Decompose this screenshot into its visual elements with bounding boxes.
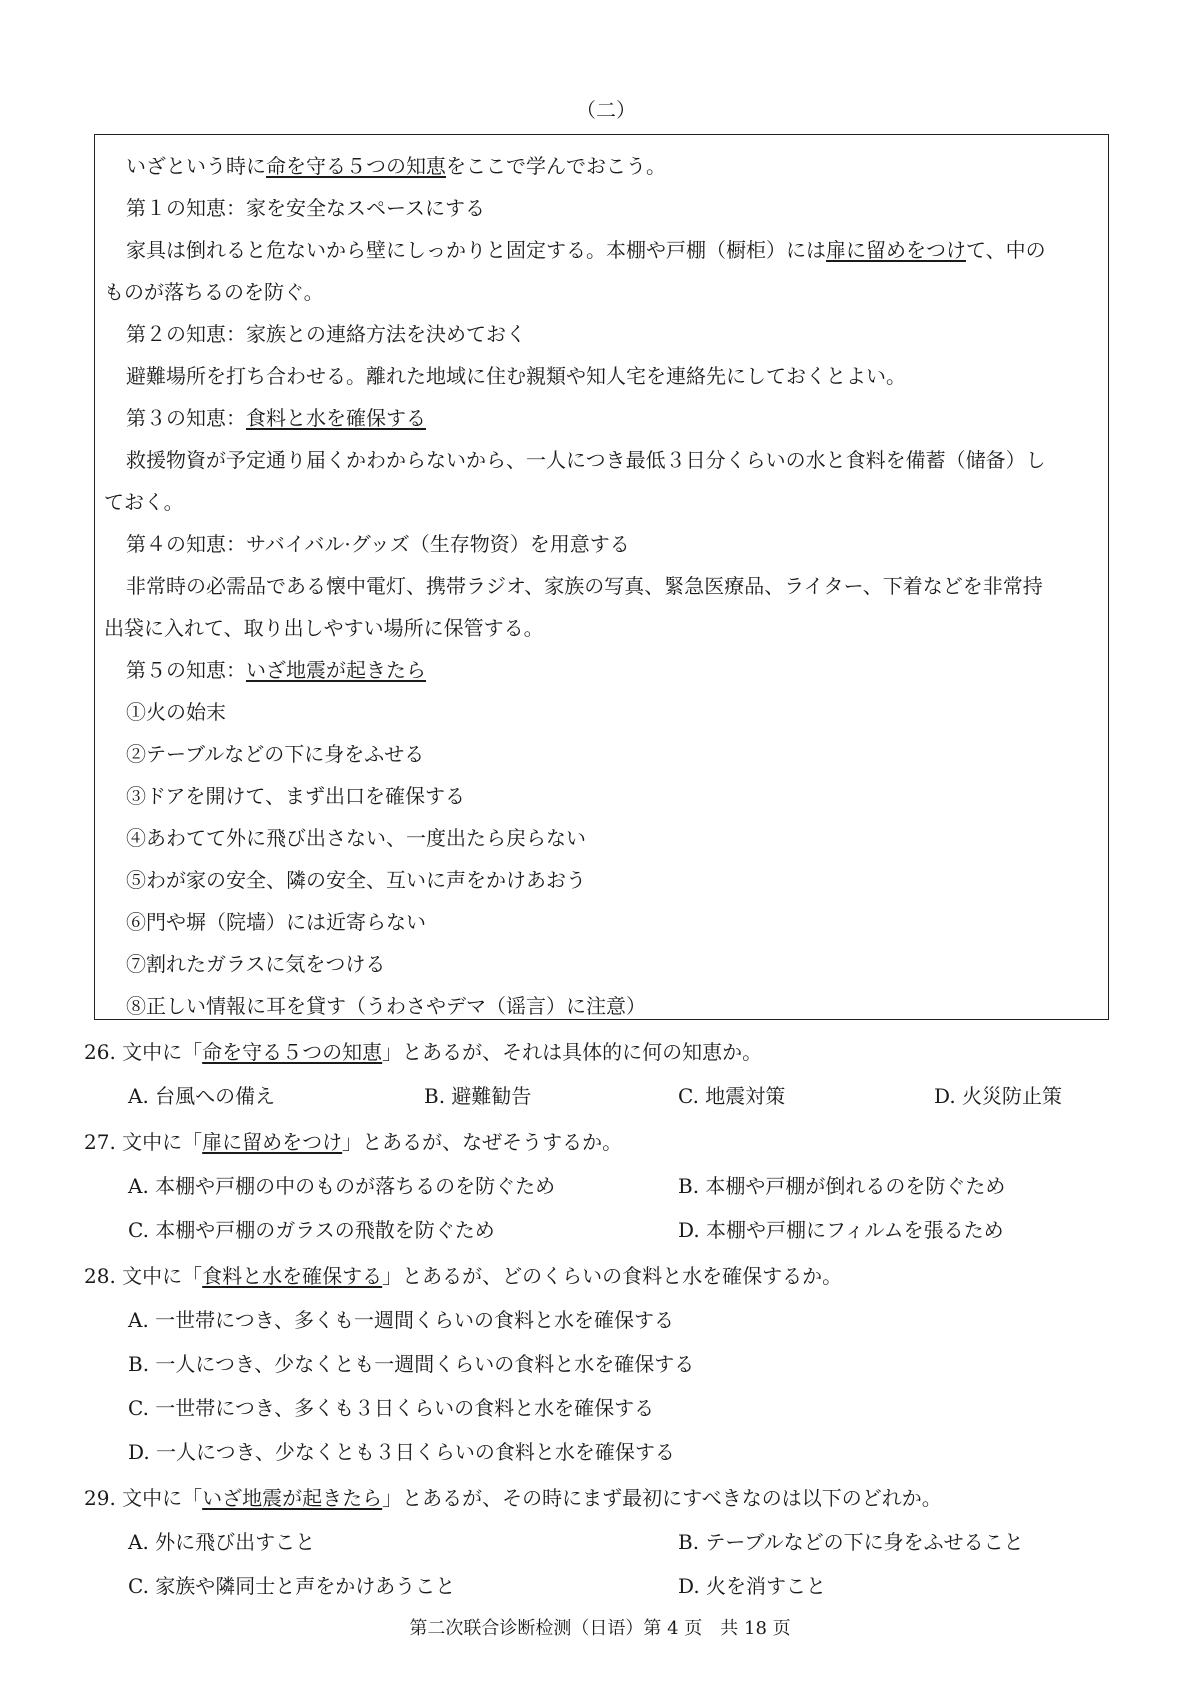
- wisdom-4-heading: 第４の知恵：サバイバル·グッズ（生存物资）を用意する: [126, 532, 630, 556]
- page-footer: 第二次联合诊断检测（日语）第 4 页 共 18 页: [409, 1618, 791, 1639]
- question-26: 26. 文中に「命を守る５つの知恵」とあるが、それは具体的に何の知恵か。: [84, 1040, 763, 1064]
- earthquake-step-6: ⑥門や塀（院墙）には近寄らない: [126, 910, 426, 934]
- q27-option-a: A. 本棚や戸棚の中のものが落ちるのを防ぐため: [128, 1174, 556, 1198]
- earthquake-step-2: ②テーブルなどの下に身をふせる: [126, 742, 425, 766]
- q29-option-a: A. 外に飛び出すこと: [128, 1530, 316, 1554]
- wisdom-2-body: 避難場所を打ち合わせる。離れた地域に住む親類や知人宅を連絡先にしておくとよい。: [126, 364, 906, 388]
- wisdom-4-body-cont: 出袋に入れて、取り出しやすい場所に保管する。: [104, 616, 544, 640]
- wisdom-3-body: 救援物資が予定通り届くかわからないから、一人につき最低３日分くらいの水と食料を備蓄（储备）し: [126, 448, 1046, 472]
- earthquake-step-1: ①火の始末: [126, 700, 226, 724]
- wisdom-1-heading: 第１の知恵：家を安全なスペースにする: [126, 196, 485, 220]
- earthquake-step-7: ⑦割れたガラスに気をつける: [126, 952, 386, 976]
- q28-option-a: A. 一世帯につき、多くも一週間くらいの食料と水を確保する: [128, 1308, 674, 1332]
- q29-option-b: B. テーブルなどの下に身をふせること: [678, 1530, 1024, 1554]
- earthquake-step-8: ⑧正しい情報に耳を貸す（うわさやデマ（谣言）に注意）: [126, 994, 646, 1018]
- q27-option-c: C. 本棚や戸棚のガラスの飛散を防ぐため: [128, 1218, 495, 1242]
- q27-option-b: B. 本棚や戸棚が倒れるのを防ぐため: [678, 1174, 1006, 1198]
- q28-option-d: D. 一人につき、少なくとも３日くらいの食料と水を確保する: [128, 1440, 675, 1464]
- q29-option-d: D. 火を消すこと: [678, 1574, 827, 1598]
- underlined-phrase-door-latch: 扉に留めをつけ: [826, 238, 966, 262]
- wisdom-2-heading: 第２の知恵：家族との連絡方法を決めておく: [126, 322, 526, 346]
- q26-option-b: B. 避難勧告: [424, 1084, 532, 1108]
- underlined-phrase-five-wisdoms: 命を守る５つの知恵: [266, 154, 446, 178]
- wisdom-1-body: 家具は倒れると危ないから壁にしっかりと固定する。本棚や戸棚（橱柜）には扉に留めをつけて、中の: [126, 238, 1046, 262]
- wisdom-3-heading: 第３の知恵：食料と水を確保する: [126, 406, 426, 430]
- q26-option-c: C. 地震対策: [678, 1084, 786, 1108]
- question-28: 28. 文中に「食料と水を確保する」とあるが、どのくらいの食料と水を確保するか。: [84, 1264, 843, 1288]
- section-title: （二）: [576, 98, 636, 122]
- earthquake-step-3: ③ドアを開けて、まず出口を確保する: [126, 784, 465, 808]
- underlined-phrase-earthquake: いざ地震が起きたら: [246, 658, 426, 682]
- wisdom-3-body-cont: ておく。: [104, 490, 184, 514]
- wisdom-4-body: 非常時の必需品である懐中電灯、携帯ラジオ、家族の写真、緊急医療品、ライター、下着などを非常持: [126, 574, 1043, 598]
- underlined-phrase-food-water: 食料と水を確保する: [246, 406, 426, 430]
- wisdom-5-heading: 第５の知恵：いざ地震が起きたら: [126, 658, 426, 682]
- q29-option-c: C. 家族や隣同士と声をかけあうこと: [128, 1574, 456, 1598]
- question-27: 27. 文中に「扉に留めをつけ」とあるが、なぜそうするか。: [84, 1130, 623, 1154]
- question-29: 29. 文中に「いざ地震が起きたら」とあるが、その時にまず最初にすべきなのは以下のどれか。: [84, 1486, 942, 1510]
- q28-option-b: B. 一人につき、少なくとも一週間くらいの食料と水を確保する: [128, 1352, 695, 1376]
- earthquake-step-4: ④あわてて外に飛び出さない、一度出たら戻らない: [126, 826, 586, 850]
- q26-option-a: A. 台風への備え: [128, 1084, 276, 1108]
- wisdom-1-body-cont: ものが落ちるのを防ぐ。: [104, 280, 324, 304]
- passage-intro: いざという時に命を守る５つの知恵をここで学んでおこう。: [126, 154, 666, 178]
- q27-option-d: D. 本棚や戸棚にフィルムを張るため: [678, 1218, 1004, 1242]
- earthquake-step-5: ⑤わが家の安全、隣の安全、互いに声をかけあおう: [126, 868, 586, 892]
- q26-option-d: D. 火災防止策: [934, 1084, 1063, 1108]
- q28-option-c: C. 一世帯につき、多くも３日くらいの食料と水を確保する: [128, 1396, 655, 1420]
